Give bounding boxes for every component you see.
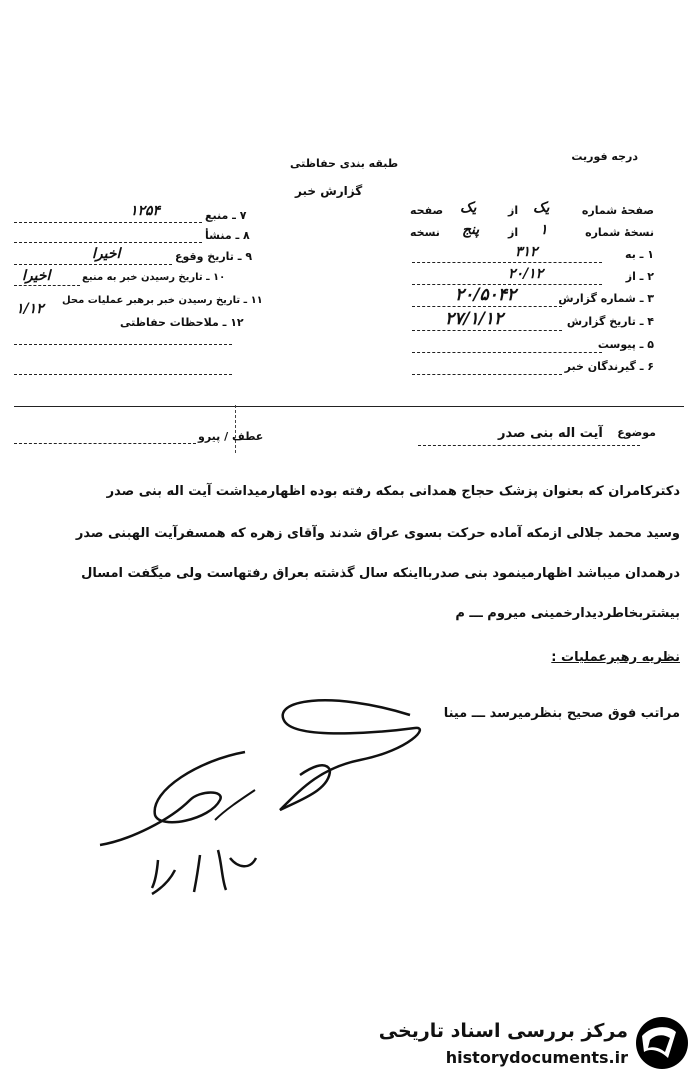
field6-label: ۶ ـ گیرندگان خبر xyxy=(564,360,654,373)
field8-label: ۸ ـ منشأ xyxy=(205,229,250,242)
subject-label: موضوع xyxy=(617,426,656,439)
field9-value: اخیرا xyxy=(92,246,121,262)
field3-value: ۲۰/۵۰۴۲ xyxy=(455,285,516,305)
priority-label: درجه فوریت xyxy=(571,150,638,163)
page-number-label: صفحهٔ شماره xyxy=(581,204,654,217)
field10-label: ۱۰ ـ تاریخ رسیدن خبر به منبع xyxy=(82,272,226,283)
classification-label: طبقه بندی حفاظتی xyxy=(290,157,399,170)
confirmation-line: مراتب فوق صحیح بنظرمیرسد ـــ مینا xyxy=(443,706,680,721)
field5-label: ۵ ـ پیوست xyxy=(597,338,654,351)
page-of-label: از xyxy=(508,204,519,217)
field10-value: اخیرا xyxy=(22,268,51,284)
footer-website: historydocuments.ir xyxy=(445,1048,628,1067)
copy-unit: نسخه xyxy=(410,226,440,239)
body-line-4: بیشتربخاطردیدارخمینی میروم ـــ م xyxy=(455,606,680,621)
copy-of-value: پنج xyxy=(462,222,480,238)
copy-of-label: از xyxy=(508,226,519,239)
report-title: گزارش خبر xyxy=(295,184,363,198)
field11-label: ۱۱ ـ تاریخ رسیدن خبر برهبر عملیات محل xyxy=(62,295,263,306)
opinion-heading: نظریه رهبرعملیات : xyxy=(551,650,680,665)
field2-value: ۲۰/۱۲ xyxy=(508,266,544,282)
subject-value: آیت اله بنی صدر xyxy=(498,426,603,441)
body-line-1: دکترکامران که بعنوان پزشک حجاج همدانی بمکه رفته بوده اظهارمیداشت آیت اله بنی صدر xyxy=(106,484,680,499)
field12-label: ۱۲ ـ ملاحظات حفاظتی xyxy=(120,316,244,329)
body-line-2: وسید محمد جلالی ازمکه آماده حرکت بسوی عراق شدند وآقای زهره که همسفرآیت الهبنی صدر xyxy=(75,526,680,541)
reference-label: عطف / پیرو xyxy=(198,430,264,443)
copy-number-value: ۱ xyxy=(540,222,548,238)
field3-label: ۳ ـ شماره گزارش xyxy=(558,292,654,305)
field7-value: ۱۲۵۴ xyxy=(130,203,161,219)
field4-value: ۲۷/۱/۱۲ xyxy=(445,309,504,329)
field4-label: ۴ ـ تاریخ گزارش xyxy=(566,315,654,328)
page-of-value: یک xyxy=(460,200,477,216)
field9-label: ۹ ـ تاریخ وقوع xyxy=(175,250,253,263)
field11-value: ۱/۱۲ xyxy=(16,301,44,317)
field2-label: ۲ ـ از xyxy=(625,270,654,283)
page-number-value: یک xyxy=(533,200,550,216)
field1-value: ۳۱۲ xyxy=(515,244,538,260)
page-unit: صفحه xyxy=(410,204,444,217)
body-line-3: درهمدان میباشد اظهارمینمود بنی صدربااینکه سال گذشته بعراق رفتهاست ولی میگفت امسال xyxy=(81,566,680,581)
copy-number-label: نسخهٔ شماره xyxy=(585,226,654,239)
footer-org-name: مرکز بررسی اسناد تاریخی xyxy=(378,1020,628,1042)
field1-label: ۱ ـ به xyxy=(625,248,654,261)
field7-label: ۷ ـ منبع xyxy=(205,209,247,222)
